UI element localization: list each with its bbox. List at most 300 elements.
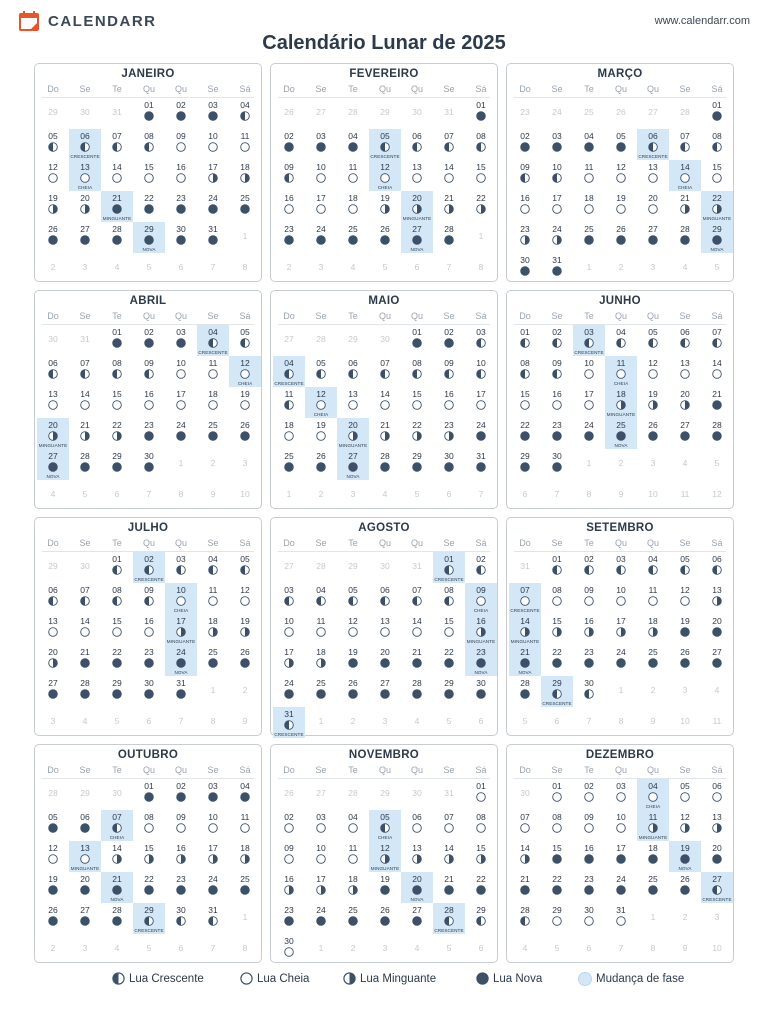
new-moon-icon xyxy=(616,658,626,668)
day-cell xyxy=(669,583,701,614)
full-moon-icon xyxy=(616,369,626,379)
full-moon-icon xyxy=(648,173,658,183)
day-number: 07 xyxy=(444,812,454,822)
full-moon-icon xyxy=(584,173,594,183)
month-janeiro xyxy=(34,63,262,282)
day-number: 23 xyxy=(520,224,530,234)
month-marco xyxy=(506,63,734,282)
day-number: 01 xyxy=(412,327,422,337)
day-number: 13 xyxy=(680,358,690,368)
full-moon-icon xyxy=(680,792,690,802)
adjacent-day-number: 3 xyxy=(350,489,356,499)
day-cell xyxy=(101,614,133,645)
phase-label: NOVA xyxy=(474,670,488,675)
day-cell xyxy=(605,325,637,356)
adjacent-day-number: 4 xyxy=(682,458,688,468)
phase-label: MINGUANTE xyxy=(702,216,732,221)
day-number: 24 xyxy=(284,678,294,688)
adjacent-day-cell xyxy=(701,449,733,480)
day-number: 09 xyxy=(552,358,562,368)
day-number: 26 xyxy=(616,224,626,234)
adjacent-day-cell xyxy=(133,480,165,511)
new-moon-icon xyxy=(712,400,722,410)
day-cell xyxy=(509,387,541,418)
phase-change-cell xyxy=(669,841,701,872)
day-number: 18 xyxy=(240,162,250,172)
phase-change-cell xyxy=(401,191,433,222)
full-moon-icon xyxy=(48,627,58,637)
day-number: 14 xyxy=(412,616,422,626)
adjacent-day-cell xyxy=(37,253,69,284)
day-number: 02 xyxy=(444,327,454,337)
phase-change-cell xyxy=(69,841,101,872)
adjacent-day-cell xyxy=(305,253,337,284)
first-quarter-moon-icon xyxy=(112,823,122,833)
day-cell xyxy=(197,779,229,810)
phase-change-cell xyxy=(433,903,465,934)
day-cell xyxy=(369,676,401,707)
new-moon-icon xyxy=(112,689,122,699)
day-number: 08 xyxy=(712,131,722,141)
day-number: 15 xyxy=(712,162,722,172)
adjacent-day-cell xyxy=(273,98,305,129)
full-moon-icon xyxy=(176,596,186,606)
new-moon-icon xyxy=(712,235,722,245)
day-cell xyxy=(133,841,165,872)
month-name: AGOSTO xyxy=(358,522,410,534)
adjacent-day-number: 3 xyxy=(318,262,324,272)
site-url[interactable]: www.calendarr.com xyxy=(654,15,750,27)
new-moon-icon xyxy=(712,111,722,121)
full-moon-icon xyxy=(584,792,594,802)
month-name: JANEIRO xyxy=(121,68,175,80)
full-moon-icon xyxy=(616,823,626,833)
full-moon-icon xyxy=(284,431,294,441)
day-number: 14 xyxy=(520,843,530,853)
day-number: 12 xyxy=(380,843,390,853)
day-cell xyxy=(401,583,433,614)
day-cell xyxy=(337,387,369,418)
day-number: 02 xyxy=(144,554,154,564)
day-number: 09 xyxy=(144,585,154,595)
day-number: 11 xyxy=(240,812,250,822)
day-number: 03 xyxy=(584,327,594,337)
day-cell xyxy=(465,418,497,449)
day-number: 19 xyxy=(240,389,250,399)
day-number: 30 xyxy=(584,678,594,688)
full-moon-icon xyxy=(48,400,58,410)
phase-change-cell xyxy=(133,222,165,253)
adjacent-day-cell xyxy=(605,676,637,707)
day-number: 16 xyxy=(552,389,562,399)
adjacent-day-number: 29 xyxy=(380,107,390,117)
day-number: 29 xyxy=(476,905,486,915)
day-number: 24 xyxy=(476,420,486,430)
new-moon-icon xyxy=(48,235,58,245)
last-quarter-moon-icon xyxy=(208,173,218,183)
adjacent-day-cell xyxy=(509,934,541,965)
day-number: 14 xyxy=(444,162,454,172)
weekday-label: Do xyxy=(283,84,295,94)
month-dezembro xyxy=(506,744,734,963)
full-moon-icon xyxy=(412,627,422,637)
day-cell xyxy=(701,98,733,129)
adjacent-day-number: 6 xyxy=(478,716,484,726)
adjacent-day-cell xyxy=(197,676,229,707)
last-quarter-moon-icon xyxy=(520,627,530,637)
weekday-label: Sá xyxy=(711,765,723,775)
adjacent-day-cell xyxy=(197,253,229,284)
day-cell xyxy=(637,418,669,449)
first-quarter-moon-icon xyxy=(584,338,594,348)
day-cell xyxy=(541,160,573,191)
adjacent-day-cell xyxy=(37,779,69,810)
day-cell xyxy=(433,645,465,676)
day-number: 03 xyxy=(176,327,186,337)
day-cell xyxy=(401,676,433,707)
day-number: 08 xyxy=(552,585,562,595)
day-number: 25 xyxy=(584,224,594,234)
adjacent-day-cell xyxy=(605,480,637,511)
phase-label: CHEIA xyxy=(645,804,661,809)
adjacent-day-number: 9 xyxy=(618,489,624,499)
day-number: 24 xyxy=(208,874,218,884)
weekday-label: Qu xyxy=(646,538,659,548)
adjacent-day-number: 3 xyxy=(82,262,88,272)
new-moon-icon xyxy=(144,885,154,895)
phase-label: CRESCENTE xyxy=(434,928,464,933)
day-cell xyxy=(509,449,541,480)
adjacent-day-number: 7 xyxy=(554,489,560,499)
phase-change-cell xyxy=(637,129,669,160)
legend-item xyxy=(112,972,204,985)
day-number: 11 xyxy=(240,131,250,141)
day-number: 13 xyxy=(48,389,58,399)
day-number: 10 xyxy=(284,616,294,626)
adjacent-day-cell xyxy=(101,779,133,810)
day-cell xyxy=(669,129,701,160)
full-moon-icon xyxy=(240,596,250,606)
day-number: 23 xyxy=(144,420,154,430)
last-quarter-moon-icon xyxy=(112,854,122,864)
adjacent-day-number: 2 xyxy=(242,685,248,695)
adjacent-day-number: 27 xyxy=(316,788,326,798)
new-moon-icon xyxy=(284,916,294,926)
day-cell xyxy=(637,325,669,356)
full-moon-icon xyxy=(284,947,294,957)
full-moon-icon xyxy=(112,627,122,637)
full-moon-icon xyxy=(552,204,562,214)
day-number: 19 xyxy=(316,420,326,430)
day-cell xyxy=(401,325,433,356)
full-moon-icon xyxy=(348,173,358,183)
last-quarter-moon-icon xyxy=(80,204,90,214)
day-number: 15 xyxy=(476,162,486,172)
phase-label: CHEIA xyxy=(377,835,393,840)
weekday-label: Se xyxy=(443,765,455,775)
weekday-label: Do xyxy=(519,538,531,548)
adjacent-day-cell xyxy=(369,779,401,810)
day-cell xyxy=(229,779,261,810)
phase-change-cell xyxy=(401,872,433,903)
adjacent-day-cell xyxy=(509,707,541,738)
day-number: 18 xyxy=(284,420,294,430)
new-moon-icon xyxy=(648,658,658,668)
new-moon-icon xyxy=(348,462,358,472)
weekday-label: Se xyxy=(679,765,691,775)
day-cell xyxy=(133,160,165,191)
day-cell xyxy=(509,129,541,160)
weekday-label: Te xyxy=(112,84,122,94)
first-quarter-moon-icon xyxy=(240,565,250,575)
weekday-label: Do xyxy=(283,765,295,775)
first-quarter-moon-icon xyxy=(444,596,454,606)
full-moon-icon xyxy=(380,400,390,410)
adjacent-day-cell xyxy=(197,934,229,965)
weekday-label: Se xyxy=(679,538,691,548)
day-cell xyxy=(165,903,197,934)
new-moon-icon xyxy=(144,462,154,472)
day-number: 09 xyxy=(584,585,594,595)
day-number: 26 xyxy=(380,224,390,234)
adjacent-day-number: 7 xyxy=(178,716,184,726)
day-number: 16 xyxy=(284,874,294,884)
phase-change-cell xyxy=(605,356,637,387)
day-number: 22 xyxy=(476,193,486,203)
day-number: 27 xyxy=(680,420,690,430)
day-cell xyxy=(701,645,733,676)
day-number: 28 xyxy=(444,905,454,915)
full-moon-icon xyxy=(584,823,594,833)
day-number: 06 xyxy=(712,554,722,564)
day-number: 07 xyxy=(380,358,390,368)
adjacent-day-number: 4 xyxy=(114,943,120,953)
day-number: 20 xyxy=(680,389,690,399)
day-number: 06 xyxy=(380,585,390,595)
full-moon-icon xyxy=(316,854,326,864)
day-cell xyxy=(337,160,369,191)
adjacent-day-cell xyxy=(369,552,401,583)
day-number: 22 xyxy=(476,874,486,884)
brand[interactable] xyxy=(18,10,157,32)
day-cell xyxy=(337,614,369,645)
phase-change-swatch-icon xyxy=(578,972,592,986)
day-cell xyxy=(133,645,165,676)
last-quarter-moon-icon xyxy=(240,854,250,864)
day-number: 23 xyxy=(176,193,186,203)
new-moon-icon xyxy=(520,885,530,895)
adjacent-day-number: 2 xyxy=(682,912,688,922)
adjacent-day-number: 2 xyxy=(286,262,292,272)
weekday-label: Qu xyxy=(614,538,627,548)
day-number: 19 xyxy=(616,193,626,203)
phase-label: NOVA xyxy=(518,670,532,675)
day-number: 12 xyxy=(48,162,58,172)
day-cell xyxy=(401,903,433,934)
day-cell xyxy=(229,614,261,645)
day-cell xyxy=(465,779,497,810)
day-number: 06 xyxy=(80,812,90,822)
day-cell xyxy=(101,552,133,583)
phase-change-cell xyxy=(669,160,701,191)
adjacent-day-cell xyxy=(369,325,401,356)
day-number: 08 xyxy=(412,358,422,368)
day-cell xyxy=(605,222,637,253)
adjacent-day-cell xyxy=(229,676,261,707)
adjacent-day-cell xyxy=(337,325,369,356)
first-quarter-moon-icon xyxy=(476,338,486,348)
first-quarter-moon-icon xyxy=(476,369,486,379)
new-moon-icon xyxy=(520,689,530,699)
day-cell xyxy=(37,841,69,872)
phase-label: CRESCENTE xyxy=(134,928,164,933)
day-number: 06 xyxy=(80,131,90,141)
day-cell xyxy=(701,129,733,160)
day-number: 10 xyxy=(616,812,626,822)
adjacent-day-number: 12 xyxy=(712,489,722,499)
adjacent-day-number: 4 xyxy=(414,943,420,953)
phase-change-cell xyxy=(509,614,541,645)
day-number: 07 xyxy=(712,327,722,337)
adjacent-day-cell xyxy=(465,707,497,738)
full-moon-icon xyxy=(240,972,253,985)
first-quarter-moon-icon xyxy=(476,142,486,152)
adjacent-day-cell xyxy=(101,98,133,129)
day-cell xyxy=(197,903,229,934)
day-cell xyxy=(133,325,165,356)
adjacent-day-number: 6 xyxy=(146,716,152,726)
day-number: 17 xyxy=(176,389,186,399)
day-number: 30 xyxy=(284,936,294,946)
day-number: 26 xyxy=(316,451,326,461)
full-moon-icon xyxy=(176,400,186,410)
weekday-label: Sá xyxy=(239,84,251,94)
phase-label: NOVA xyxy=(678,866,692,871)
adjacent-day-cell xyxy=(637,934,669,965)
adjacent-day-number: 1 xyxy=(242,912,248,922)
day-cell xyxy=(133,191,165,222)
day-number: 14 xyxy=(444,843,454,853)
last-quarter-moon-icon xyxy=(476,204,486,214)
adjacent-day-number: 11 xyxy=(680,489,690,499)
day-number: 27 xyxy=(380,678,390,688)
day-cell xyxy=(669,872,701,903)
phase-label: CHEIA xyxy=(473,608,489,613)
day-number: 28 xyxy=(412,678,422,688)
day-cell xyxy=(337,222,369,253)
phase-label: MINGUANTE xyxy=(102,216,132,221)
day-number: 23 xyxy=(584,874,594,884)
day-number: 29 xyxy=(552,678,562,688)
day-cell xyxy=(101,583,133,614)
day-cell xyxy=(433,325,465,356)
day-number: 02 xyxy=(176,100,186,110)
day-number: 14 xyxy=(520,616,530,626)
day-number: 12 xyxy=(316,389,326,399)
day-cell xyxy=(197,129,229,160)
day-number: 25 xyxy=(616,420,626,430)
adjacent-day-cell xyxy=(69,707,101,738)
day-number: 15 xyxy=(476,843,486,853)
phase-label: CRESCENTE xyxy=(198,350,228,355)
day-number: 28 xyxy=(380,451,390,461)
phase-label: NOVA xyxy=(346,474,360,479)
adjacent-day-number: 6 xyxy=(446,489,452,499)
first-quarter-moon-icon xyxy=(112,972,125,985)
day-number: 04 xyxy=(240,781,250,791)
full-moon-icon xyxy=(80,627,90,637)
adjacent-day-number: 27 xyxy=(284,561,294,571)
phase-change-cell xyxy=(133,552,165,583)
new-moon-icon xyxy=(80,462,90,472)
day-cell xyxy=(165,222,197,253)
last-quarter-moon-icon xyxy=(80,431,90,441)
day-number: 23 xyxy=(584,647,594,657)
adjacent-day-number: 30 xyxy=(380,561,390,571)
weekday-label: Do xyxy=(283,311,295,321)
day-number: 16 xyxy=(176,843,186,853)
day-number: 25 xyxy=(316,678,326,688)
full-moon-icon xyxy=(648,204,658,214)
new-moon-icon xyxy=(412,338,422,348)
day-cell xyxy=(273,841,305,872)
day-number: 13 xyxy=(380,616,390,626)
day-cell xyxy=(669,325,701,356)
day-number: 06 xyxy=(48,358,58,368)
new-moon-icon xyxy=(112,916,122,926)
day-number: 22 xyxy=(112,647,122,657)
weekday-label: Qu xyxy=(174,84,187,94)
day-cell xyxy=(465,98,497,129)
day-cell xyxy=(273,903,305,934)
day-cell xyxy=(37,872,69,903)
day-number: 07 xyxy=(112,812,122,822)
new-moon-icon xyxy=(176,338,186,348)
full-moon-icon xyxy=(144,823,154,833)
day-number: 20 xyxy=(648,193,658,203)
day-cell xyxy=(165,841,197,872)
day-cell xyxy=(305,356,337,387)
day-number: 15 xyxy=(520,389,530,399)
day-cell xyxy=(69,583,101,614)
new-moon-icon xyxy=(80,885,90,895)
weekday-label: Se xyxy=(79,538,91,548)
full-moon-icon xyxy=(208,400,218,410)
full-moon-icon xyxy=(348,854,358,864)
day-cell xyxy=(37,676,69,707)
adjacent-day-cell xyxy=(669,903,701,934)
new-moon-icon xyxy=(584,658,594,668)
new-moon-icon xyxy=(520,142,530,152)
weekday-label: Sá xyxy=(239,538,251,548)
day-cell xyxy=(433,872,465,903)
day-cell xyxy=(465,325,497,356)
adjacent-day-number: 6 xyxy=(114,489,120,499)
legend-item xyxy=(476,972,542,985)
day-number: 22 xyxy=(144,193,154,203)
adjacent-day-cell xyxy=(541,98,573,129)
phase-label: CHEIA xyxy=(377,185,393,190)
day-number: 08 xyxy=(552,812,562,822)
day-cell xyxy=(69,903,101,934)
adjacent-day-number: 29 xyxy=(348,561,358,571)
phase-label: CRESCENTE xyxy=(70,154,100,159)
adjacent-day-cell xyxy=(133,934,165,965)
new-moon-icon xyxy=(240,792,250,802)
day-number: 04 xyxy=(648,781,658,791)
day-cell xyxy=(101,129,133,160)
day-cell xyxy=(337,645,369,676)
